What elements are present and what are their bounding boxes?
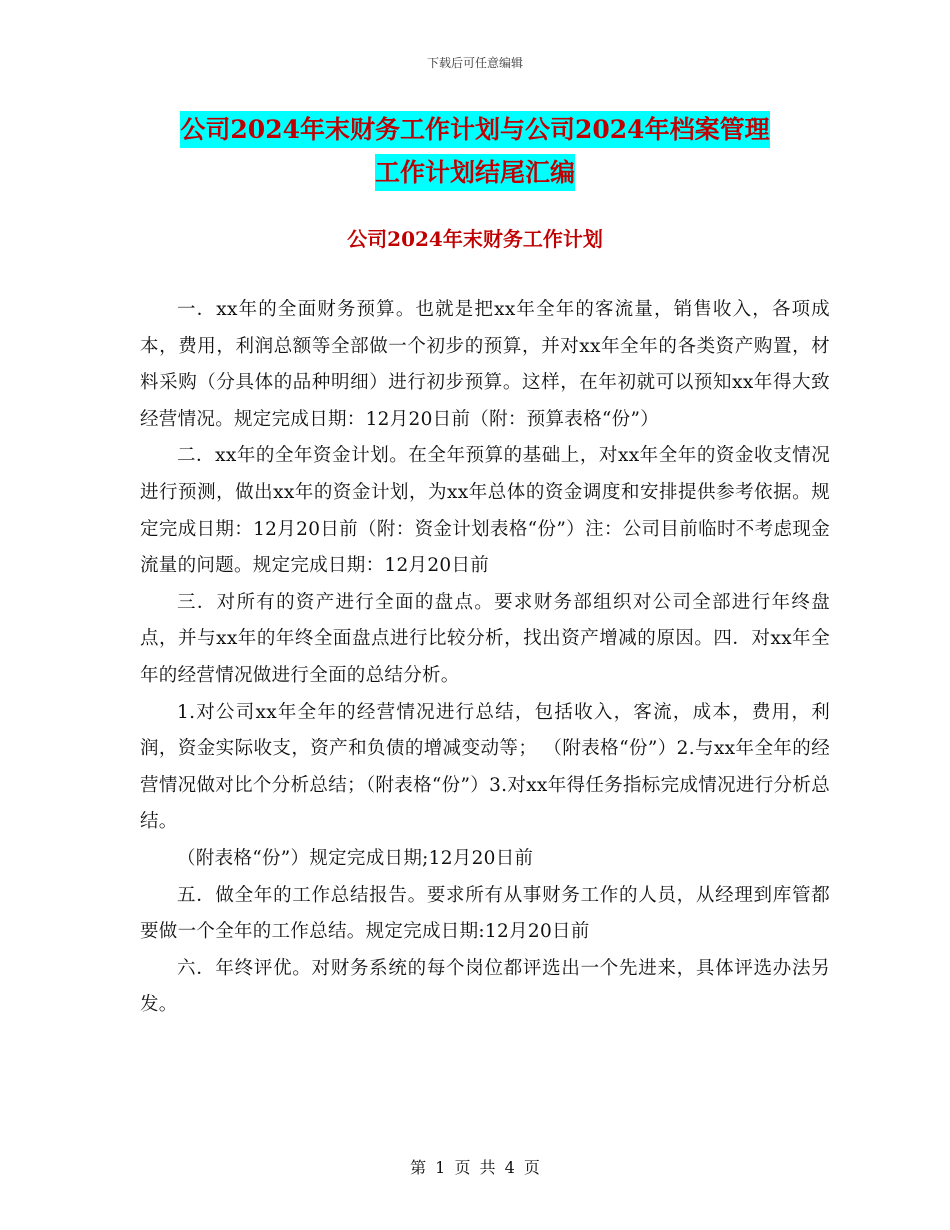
paragraph-7: 六．年终评优。对财务系统的每个岗位都评选出一个先进来，具体评选办法另发。 [140,957,830,1016]
paragraph-5: （附表格“份”）规定完成日期;12月20日前 [177,847,534,869]
page-number-footer: 第 1 页 共 4 页 [410,1158,540,1177]
header-note: 下载后可任意编辑 [426,56,523,70]
section-title: 公司2024年末财务工作计划 [347,227,603,251]
paragraph-3: 三．对所有的资产进行全面的盘点。要求财务部组织对公司全部进行年终盘点，并与xx年的年终全面盘点进行比较分析，找出资产增减的原因。四．对xx年全年的经营情况做进行全面的总结分析。 [140,591,830,686]
paragraph-2: 二．xx年的全年资金计划。在全年预算的基础上，对xx年全年的资金收支情况进行预测，做出xx年的资金计划，为xx年总体的资金调度和安排提供参考依据。规定完成日期：12月20日前（附：资金计划表格“份”）注：公司目前临时不考虑现金流量的问题。规定完成日期：12月20日前 [140,445,830,577]
document-body [140,292,830,1024]
paragraph-1: 一．xx年的全面财务预算。也就是把xx年全年的客流量，销售收入，各项成本，费用，利润总额等全部做一个初步的预算，并对xx年全年的各类资产购置，材料采购（分具体的品种明细）进行初步预算。这样，在年初就可以预知xx年得大致经营情况。规定完成日期：12月20日前（附：预算表格“份”） [140,299,830,430]
paragraph-4: 1.对公司xx年全年的经营情况进行总结，包括收入，客流，成本，费用，利润，资金实际收支，资产和负债的增减变动等； （附表格“份”）2.与xx年全年的经营情况做对比个分析总结；（附表格“份”）3.对xx年得任务指标完成情况进行分析总结。 [140,701,830,833]
document-title-line-1-text: 公司2024年末财务工作计划与公司2024年档案管理 [180,111,769,148]
document-title-line-1 [0,115,950,145]
document-title-line-2 [0,158,950,188]
paragraph-6: 五．做全年的工作总结报告。要求所有从事财务工作的人员，从经理到库管都要做一个全年的工作总结。规定完成日期:12月20日前 [140,884,830,943]
document-title-line-2-text: 工作计划结尾汇编 [375,154,575,191]
